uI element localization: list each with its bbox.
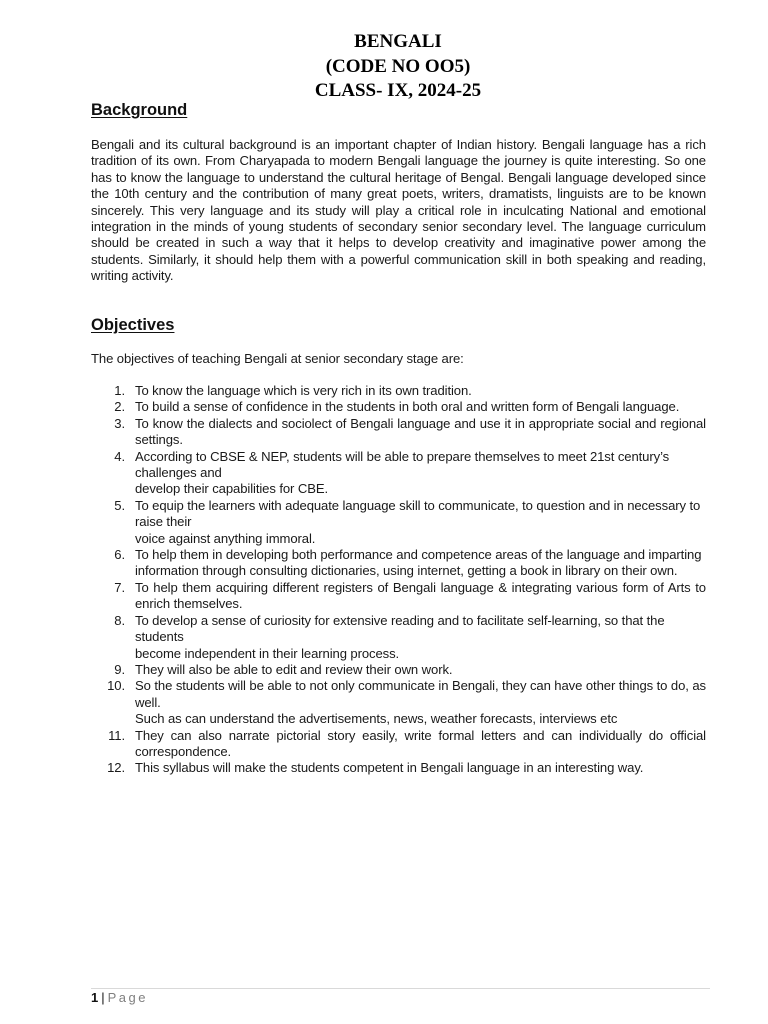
list-item xyxy=(91,449,706,498)
list-item xyxy=(91,547,706,580)
list-item xyxy=(91,678,706,727)
list-item-continuation: voice against anything immoral. xyxy=(135,530,316,546)
list-item-text: To help them acquiring different registers of Bengali language & integrating various form of Arts to enrich themselves. xyxy=(135,579,706,612)
list-item-number: 3. xyxy=(114,415,125,431)
list-item xyxy=(91,498,706,547)
footer-divider xyxy=(91,988,710,989)
list-item-number: 8. xyxy=(114,612,125,628)
background-paragraph: Bengali and its cultural background is an important chapter of Indian history. Bengali language has a rich tradition of its own. From Charyapada to modern Bengali language the journey is quite interesting. So one has to know the language to understand the cultural heritage of Bengal. Bengali language developed since the 10th century and the contribution of many great poets, writers, dramatists, linguists are to be known sincerely. This very language and its study will play a critical role in inculcating National and emotional integration in the minds of young students of secondary senior secondary level. The language curriculum should be created in such a way that it helps to develop creativity and imaginative power among the students. Similarly, it should help them with a powerful communication skill in both speaking and reading, writing activity. xyxy=(91,137,706,284)
list-item-text: They can also narrate pictorial story easily, write formal letters and can individually do official correspondence. xyxy=(135,727,706,759)
list-item-continuation: develop their capabilities for CBE. xyxy=(135,481,329,497)
title-class: CLASS- IX, 2024-25 xyxy=(314,80,482,101)
list-item-number: 10. xyxy=(107,678,125,694)
objectives-intro: The objectives of teaching Bengali at senior secondary stage are: xyxy=(91,351,464,366)
list-item-number: 12. xyxy=(107,760,125,776)
list-item-text: To build a sense of confidence in the students in both oral and written form of Bengali language. xyxy=(135,399,680,415)
list-item xyxy=(91,399,706,415)
list-item-number: 7. xyxy=(114,579,125,595)
list-item-continuation: become independent in their learning process. xyxy=(135,645,400,661)
list-item-number: 4. xyxy=(114,448,125,464)
objectives-heading: Objectives xyxy=(91,316,175,334)
list-item-text: To help them in developing both performance and competence areas of the language and imparting xyxy=(135,547,702,563)
page-label: Page xyxy=(107,990,148,1005)
list-item-number: 5. xyxy=(114,497,125,513)
list-item-number: 2. xyxy=(114,399,125,415)
list-item-text: To equip the learners with adequate language skill to communicate, to question and in necessary to raise their xyxy=(135,497,701,530)
footer-separator: | xyxy=(101,990,105,1005)
document-title xyxy=(0,30,768,104)
list-item xyxy=(91,728,706,761)
list-item-text: They will also be able to edit and review their own work. xyxy=(135,661,453,677)
list-item-continuation: information through consulting dictionaries, using internet, getting a book in library on their own. xyxy=(135,563,678,579)
list-item-text: This syllabus will make the students competent in Bengali language in an interesting way. xyxy=(135,760,644,776)
list-item-number: 9. xyxy=(114,661,125,677)
list-item-text: To know the dialects and sociolect of Bengali language and use it in appropriate social and regional settings. xyxy=(135,415,706,448)
list-item-number: 6. xyxy=(114,547,125,563)
list-item-continuation: Such as can understand the advertisements, news, weather forecasts, interviews etc xyxy=(135,711,618,727)
list-item-number: 1. xyxy=(114,383,125,398)
list-item-text: To develop a sense of curiosity for extensive reading and to facilitate self-learning, so that the students xyxy=(135,612,665,645)
list-item xyxy=(91,416,706,449)
list-item xyxy=(91,580,706,613)
list-item xyxy=(91,662,706,678)
page-footer xyxy=(91,990,148,1005)
title-code: (CODE NO OO5) xyxy=(325,55,471,77)
list-item-text: According to CBSE & NEP, students will be able to prepare themselves to meet 21st century’s challenges and xyxy=(135,448,670,481)
background-heading: Background xyxy=(91,101,188,119)
list-item-number: 11. xyxy=(108,727,125,743)
list-item xyxy=(91,760,706,776)
objectives-list xyxy=(91,383,706,777)
list-item xyxy=(91,383,706,399)
page-number: 1 xyxy=(91,990,99,1005)
list-item xyxy=(91,613,706,662)
list-item-text: To know the language which is very rich in its own tradition. xyxy=(135,383,472,398)
list-item-text: So the students will be able to not only communicate in Bengali, they can have other things to do, as well. xyxy=(135,678,706,710)
title-subject: BENGALI xyxy=(354,31,442,52)
